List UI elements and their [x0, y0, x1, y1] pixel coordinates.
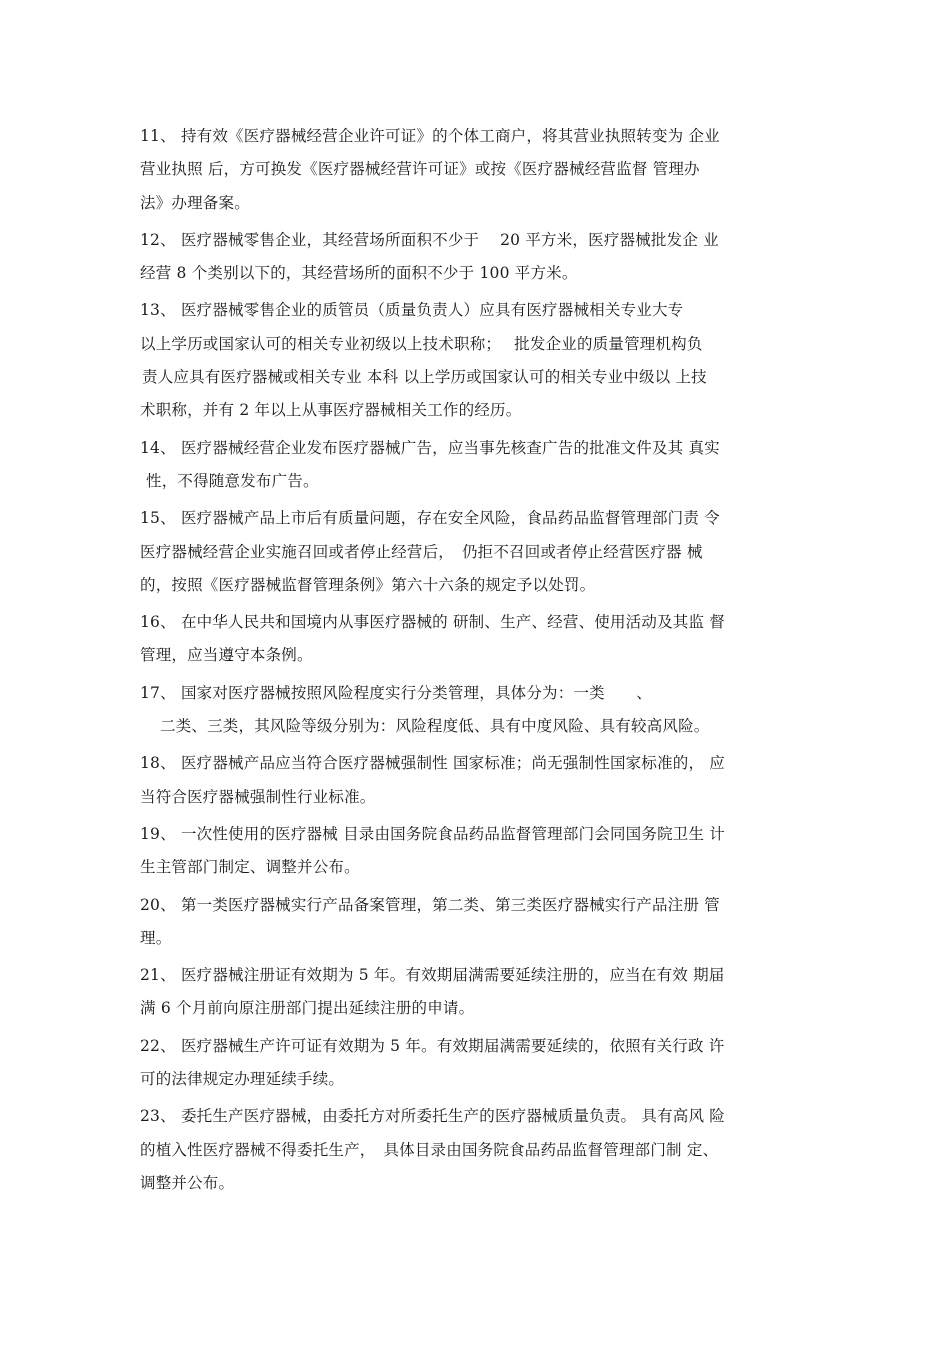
- clause-line: 经营 8 个类别以下的，其经营场所的面积不少于 100 平方米。: [140, 264, 578, 283]
- clause-line: 17、 国家对医疗器械按照风险程度实行分类管理，具体分为：一类 、: [140, 683, 652, 702]
- clause-23: [140, 1100, 812, 1200]
- clause-line: 法》办理备案。: [140, 193, 250, 212]
- clause-16: [140, 606, 812, 673]
- clause-line: 理。: [140, 928, 172, 947]
- clause-15: [140, 502, 812, 602]
- clause-line: 13、 医疗器械零售企业的质管员（质量负责人）应具有医疗器械相关专业大专: [140, 301, 684, 320]
- clause-13: [140, 294, 812, 427]
- clause-line: 12、 医疗器械零售企业，其经营场所面积不少于 20 平方米，医疗器械批发企 业: [140, 230, 719, 249]
- clause-11: [140, 120, 812, 220]
- clause-line: 20、 第一类医疗器械实行产品备案管理，第二类、第三类医疗器械实行产品注册 管: [140, 895, 720, 914]
- clause-line: 调整并公布。: [140, 1173, 235, 1192]
- clause-line: 的植入性医疗器械不得委托生产， 具体目录由国务院食品药品监督管理部门制 定、: [140, 1140, 719, 1159]
- clause-line: 16、 在中华人民共和国境内从事医疗器械的 研制、生产、经营、使用活动及其监 督: [140, 613, 726, 632]
- clause-line: 19、 一次性使用的医疗器械 目录由国务院食品药品监督管理部门会同国务院卫生 计: [140, 824, 726, 843]
- clause-line: 术职称，并有 2 年以上从事医疗器械相关工作的经历。: [140, 401, 522, 420]
- clause-line: 当符合医疗器械强制性行业标准。: [140, 787, 376, 806]
- clause-14: [140, 432, 812, 499]
- clause-line: 15、 医疗器械产品上市后有质量问题，存在安全风险，食品药品监督管理部门责 令: [140, 509, 720, 528]
- clause-21: [140, 959, 812, 1026]
- clause-line: 营业执照 后，方可换发《医疗器械经营许可证》或按《医疗器械经营监督 管理办: [140, 160, 700, 179]
- clause-line: 责人应具有医疗器械或相关专业 本科 以上学历或国家认可的相关专业中级以 上技: [142, 368, 707, 387]
- clause-line: 生主管部门制定、调整并公布。: [140, 858, 360, 877]
- clause-18: [140, 747, 812, 814]
- clause-22: [140, 1030, 812, 1097]
- clause-line: 21、 医疗器械注册证有效期为 5 年。有效期届满需要延续注册的，应当在有效 期届: [140, 966, 725, 985]
- clause-line: 医疗器械经营企业实施召回或者停止经营后， 仍拒不召回或者停止经营医疗器 械: [140, 542, 703, 561]
- clause-line: 满 6 个月前向原注册部门提出延续注册的申请。: [140, 999, 475, 1018]
- clause-line: 23、 委托生产医疗器械，由委托方对所委托生产的医疗器械质量负责。 具有高风 险: [140, 1107, 726, 1126]
- clause-line: 11、 持有效《医疗器械经营企业许可证》的个体工商户，将其营业执照转变为 企业: [140, 127, 720, 145]
- clause-line: 18、 医疗器械产品应当符合医疗器械强制性 国家标准；尚无强制性国家标准的， 应: [140, 754, 726, 773]
- clause-line: 管理，应当遵守本条例。: [140, 646, 313, 665]
- clause-line: 可的法律规定办理延续手续。: [140, 1070, 345, 1089]
- clause-line: 性，不得随意发布广告。: [146, 471, 319, 490]
- clause-line: 22、 医疗器械生产许可证有效期为 5 年。有效期届满需要延续的，依照有关行政 许: [140, 1036, 725, 1055]
- document-body: [140, 120, 812, 1204]
- clause-line: 14、 医疗器械经营企业发布医疗器械广告，应当事先核查广告的批准文件及其 真实: [140, 438, 720, 457]
- clause-17: [140, 677, 812, 744]
- clause-19: [140, 818, 812, 885]
- clause-line: 的，按照《医疗器械监督管理条例》第六十六条的规定予以处罚。: [140, 575, 596, 594]
- clause-line: 二类、三类，其风险等级分别为：风险程度低、具有中度风险、具有较高风险。: [160, 717, 710, 736]
- clause-12: [140, 224, 812, 291]
- clause-line: 以上学历或国家认可的相关专业初级以上技术职称； 批发企业的质量管理机构负: [140, 334, 703, 353]
- clause-20: [140, 889, 812, 956]
